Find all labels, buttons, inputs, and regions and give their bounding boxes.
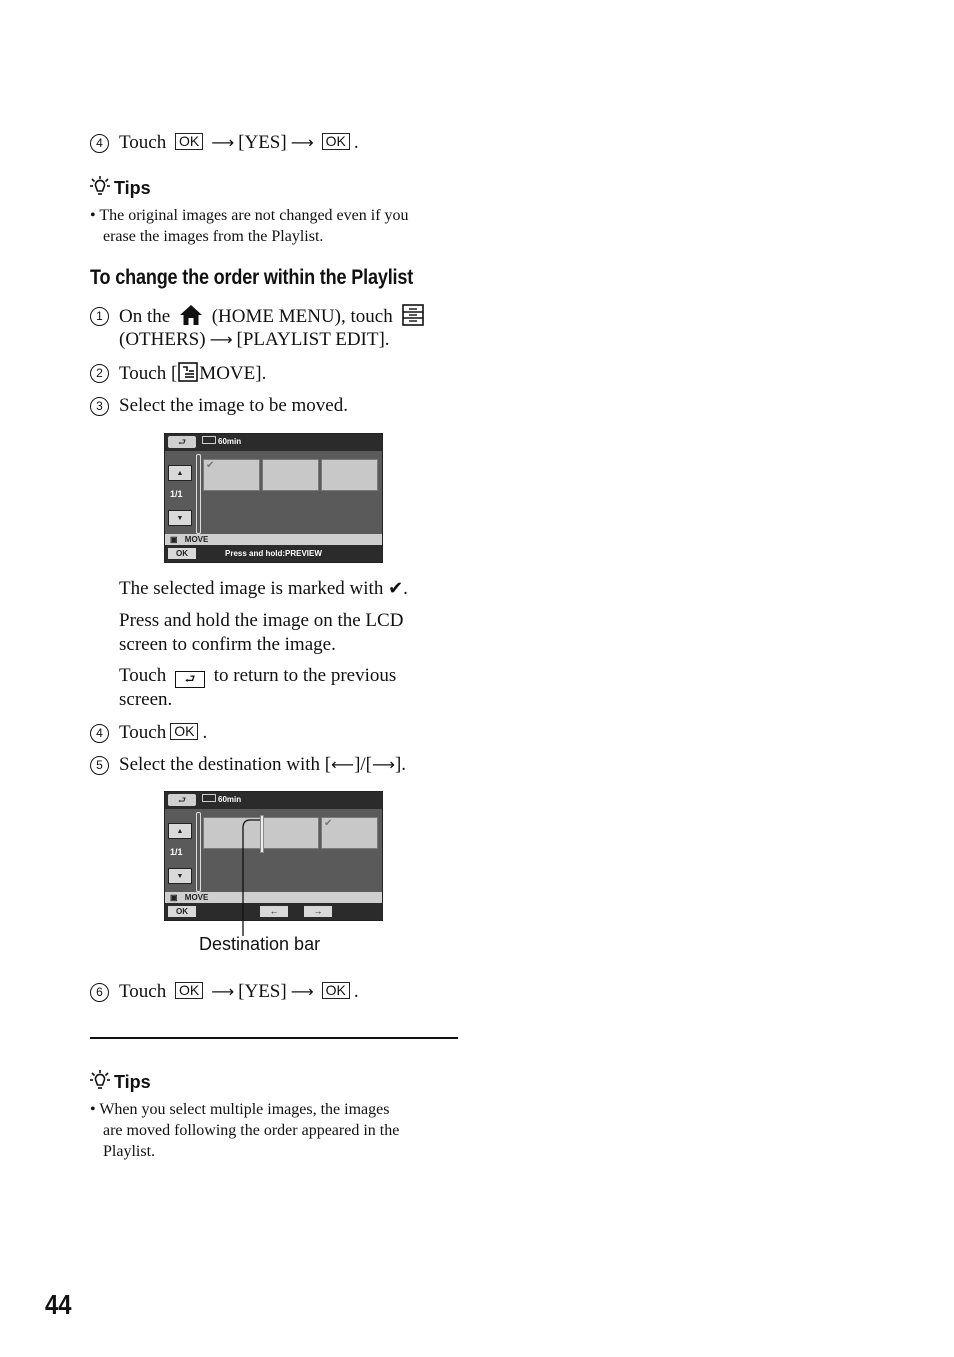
scroll-up-button[interactable]: ▲ [168, 823, 192, 839]
image-thumbnail[interactable] [321, 459, 378, 491]
note-text: screen. [119, 689, 173, 710]
note-text: Touch ⮐ to return to the previous [119, 665, 397, 686]
battery-icon [202, 794, 216, 802]
check-icon: ✔ [206, 460, 215, 471]
arrow-left-icon: ⟵ [331, 755, 355, 774]
tips-bullet-cont: Playlist. [103, 1143, 156, 1160]
image-thumbnail[interactable] [321, 817, 378, 849]
check-icon: ✔ [324, 818, 333, 829]
move-icon [177, 361, 199, 383]
note-text: The selected image is marked with ✔. [119, 578, 408, 599]
tips-header [90, 175, 151, 199]
move-mode-label: ▣ MOVE [170, 535, 209, 544]
ok-label: OK [322, 982, 350, 999]
step-text: On the (HOME MENU), touch [119, 304, 425, 329]
scroll-down-button[interactable]: ▼ [168, 510, 192, 526]
step-number: 5 [90, 756, 109, 775]
lightbulb-icon [90, 175, 110, 197]
section-heading: To change the order within the Playlist [90, 266, 414, 289]
callout-label: Destination bar [199, 934, 321, 954]
tips-label: Tips [114, 1072, 151, 1092]
return-button[interactable]: ⮐ [168, 794, 196, 806]
ok-label: OK [175, 133, 203, 150]
arrow-right-icon: ⟶ [372, 755, 395, 774]
divider [90, 1037, 458, 1039]
ok-label: OK [175, 982, 203, 999]
callout-line [238, 818, 268, 938]
return-icon: ⮐ [175, 671, 205, 688]
note-text: Press and hold the image on the LCD [119, 610, 404, 631]
battery-icon [202, 436, 216, 444]
battery-indicator: 60min [202, 794, 241, 806]
move-right-button[interactable]: → [304, 906, 332, 917]
checkmark-icon: ✔ [388, 578, 404, 599]
tips-label: Tips [114, 178, 151, 198]
step-text: Touch OK ⟶ [YES] ⟶ OK . [119, 132, 359, 153]
arrow-right-icon: ⟶ [211, 982, 235, 1001]
image-thumbnail[interactable] [203, 459, 260, 491]
return-button[interactable]: ⮐ [168, 436, 196, 448]
ok-button[interactable]: OK [168, 906, 196, 917]
step-text: Select the destination with [⟵]/[⟶]. [119, 754, 407, 775]
step-number: 1 [90, 307, 109, 326]
tips-bullet: • The original images are not changed even if you [90, 207, 409, 224]
arrow-right-icon: ⟶ [211, 133, 235, 152]
step-text: Select the image to be moved. [119, 395, 348, 416]
tips-header [90, 1069, 151, 1093]
step-text: Touch OK . [119, 722, 208, 743]
scrollbar[interactable] [196, 812, 201, 892]
arrow-right-icon: ⟶ [290, 133, 314, 152]
note-text: screen to confirm the image. [119, 634, 336, 655]
ok-button[interactable]: OK [168, 548, 196, 559]
step-text: Touch [ MOVE]. [119, 363, 267, 384]
image-thumbnail[interactable] [262, 459, 319, 491]
step-number: 3 [90, 397, 109, 416]
step-number: 4 [90, 724, 109, 743]
tips-bullet-cont: are moved following the order appeared in the [103, 1122, 400, 1139]
ok-label: OK [170, 723, 198, 740]
page-indicator: 1/1 [170, 489, 183, 499]
page-number: 44 [45, 1289, 72, 1320]
preview-hint: Press and hold:PREVIEW [225, 549, 322, 558]
battery-indicator: 60min [202, 436, 241, 448]
tips-bullet-cont: erase the images from the Playlist. [103, 228, 324, 245]
scrollbar[interactable] [196, 454, 201, 534]
others-icon [401, 304, 425, 326]
arrow-right-icon: ⟶ [290, 982, 314, 1001]
scroll-up-button[interactable]: ▲ [168, 465, 192, 481]
move-mode-label: ▣ MOVE [170, 893, 209, 902]
tips-bullet: • When you select multiple images, the images [90, 1101, 390, 1118]
lightbulb-icon [90, 1069, 110, 1091]
step-text: Touch OK ⟶ [YES] ⟶ OK . [119, 981, 359, 1002]
ok-label: OK [322, 133, 350, 150]
step-number: 2 [90, 364, 109, 383]
scroll-down-button[interactable]: ▼ [168, 868, 192, 884]
step-number: 6 [90, 983, 109, 1002]
move-left-button[interactable]: ← [260, 906, 288, 917]
arrow-right-icon: ⟶ [209, 330, 233, 349]
yes-text: [YES] [238, 132, 287, 153]
step-text-cont: (OTHERS) ⟶ [PLAYLIST EDIT]. [119, 329, 390, 350]
touch-text: Touch [119, 132, 167, 153]
step-number: 4 [90, 134, 109, 153]
page-indicator: 1/1 [170, 847, 183, 857]
home-icon [179, 304, 203, 326]
lcd-screen-select [164, 433, 383, 563]
lcd-screen-destination [164, 791, 383, 921]
